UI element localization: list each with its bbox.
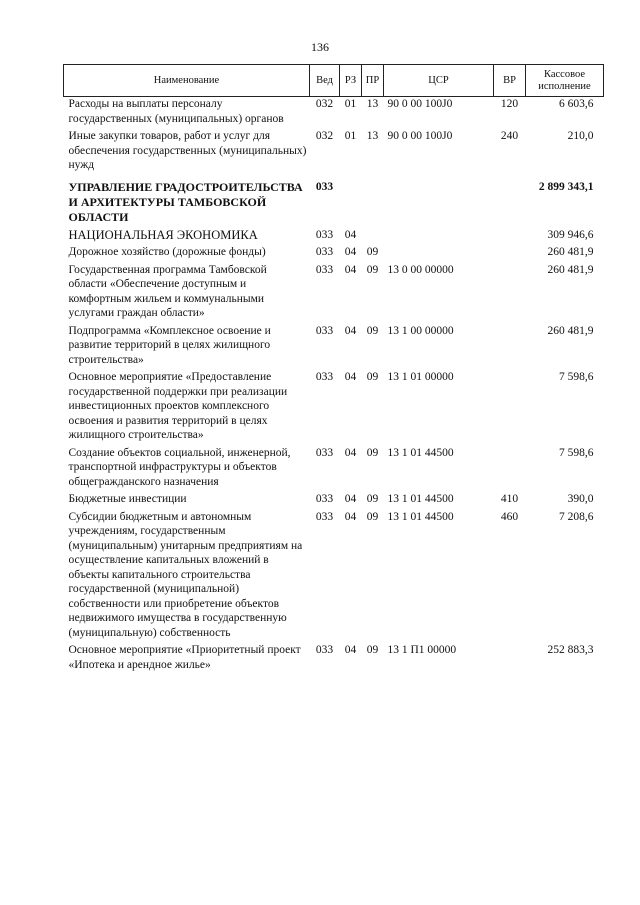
row-amount: 260 481,9 [547,263,594,276]
row-name: НАЦИОНАЛЬНАЯ ЭКОНОМИКА [68,227,258,242]
row-csr [384,245,494,263]
row-csr [384,176,494,228]
row-vr [494,370,526,446]
row-amount: 390,0 [567,493,594,505]
row-name: Иные закупки товаров, работ и услуг для обеспечения государственных (муниципальных) нужд [68,130,307,171]
row-vr [494,643,526,675]
table-row [64,245,604,263]
row-vr: 410 [500,493,519,505]
table-row [64,510,604,644]
row-rz: 04 [344,510,357,523]
table-row [64,370,604,446]
row-rz: 04 [344,324,357,337]
row-name: Субсидии бюджетным и автономным учреждениям, государственным (муниципальным) унитарным предприятиям на осуществление капитальных вложений в объекты капитального строительства государственной (муниципальной) собственности или приобретение объектов недвижимого имущества в государственную (муниципальную) собственность [68,510,303,639]
row-name: Дорожное хозяйство (дорожные фонды) [68,246,266,258]
row-name: Основное мероприятие «Предоставление государственной поддержки при реализации инвестиционных проектов комплексного освоения и развития территорий в целях жилищного строительства» [68,371,288,441]
row-amount: 260 481,9 [547,324,594,337]
row-vr [494,245,526,263]
table-row [64,446,604,493]
row-rz: 04 [344,246,357,258]
row-amount: 210,0 [567,130,594,142]
table-row [64,643,604,675]
row-vr [494,446,526,493]
row-ved: 033 [315,246,334,258]
row-name: Расходы на выплаты персоналу государственных (муниципальных) органов [68,98,284,125]
table-row [64,492,604,510]
row-amount: 252 883,3 [547,644,594,656]
row-csr: 13 0 00 00000 [387,263,454,276]
row-csr: 13 1 01 00000 [387,371,454,383]
row-vr [494,228,526,246]
row-ved: 033 [315,644,334,656]
row-vr [494,324,526,371]
row-amount: 260 481,9 [547,246,594,258]
row-vr [494,263,526,324]
row-pr: 09 [366,246,379,258]
row-rz: 04 [344,228,357,241]
row-amount: 309 946,6 [547,228,594,241]
header-rz: РЗ [340,65,362,97]
table-row [64,263,604,324]
row-ved: 033 [315,263,334,276]
row-rz: 04 [344,644,357,656]
header-name: Наименование [64,65,310,97]
header-vr: ВР [494,65,526,97]
row-pr: 09 [366,263,379,276]
row-pr [362,176,384,228]
row-csr: 13 1 01 44500 [387,510,454,523]
row-pr: 09 [366,371,379,383]
row-csr: 90 0 00 100J0 [387,130,453,142]
row-ved: 033 [315,371,334,383]
row-rz: 04 [344,493,357,505]
row-vr: 240 [500,130,519,142]
row-csr: 90 0 00 100J0 [387,98,453,110]
row-rz: 04 [344,263,357,276]
row-amount: 7 598,6 [559,446,594,459]
row-name: Бюджетные инвестиции [68,493,187,505]
row-amount: 2 899 343,1 [538,180,594,193]
row-ved: 033 [315,510,334,523]
header-ved: Вед [310,65,340,97]
row-vr [494,176,526,228]
section-heading-row [64,176,604,228]
row-vr: 460 [500,510,519,523]
row-pr: 13 [366,98,379,110]
row-vr: 120 [500,98,519,110]
row-amount: 7 208,6 [559,510,594,523]
row-name: Основное мероприятие «Приоритетный проект «Ипотека и арендное жилье» [68,644,301,671]
row-name: Государственная программа Тамбовской области «Обеспечение доступным и комфортным жильем и коммунальными услугами граждан области» [68,263,267,319]
row-pr: 09 [366,644,379,656]
row-rz: 01 [344,130,357,142]
row-pr: 09 [366,324,379,337]
row-ved: 033 [315,493,334,505]
section-title: УПРАВЛЕНИЕ ГРАДОСТРОИТЕЛЬСТВА И АРХИТЕКТУРЫ ТАМБОВСКОЙ ОБЛАСТИ [68,179,303,224]
row-pr: 13 [366,130,379,142]
table-row [64,129,604,176]
row-name: Создание объектов социальной, инженерной, транспортной инфраструктуры и объектов общегражданского назначения [68,446,291,488]
row-pr [362,228,384,246]
row-pr: 09 [366,493,379,505]
row-amount: 7 598,6 [559,371,594,383]
row-rz: 04 [344,446,357,459]
row-csr: 13 1 01 44500 [387,446,454,459]
table-header-row [64,65,604,97]
header-csr: ЦСР [384,65,494,97]
table-row [64,97,604,130]
row-ved: 033 [315,180,334,193]
row-ved: 033 [315,324,334,337]
row-ved: 032 [315,98,334,110]
header-pr: ПР [362,65,384,97]
table-row [64,228,604,246]
row-rz: 01 [344,98,357,110]
page-number: 136 [311,40,329,54]
row-name: Подпрограмма «Комплексное освоение и развитие территорий в целях жилищного строительства» [68,324,271,366]
row-rz [340,176,362,228]
row-ved: 032 [315,130,334,142]
row-amount: 6 603,6 [559,98,594,110]
header-amount: Кассовое исполнение [526,65,604,97]
row-ved: 033 [315,228,334,241]
row-pr: 09 [366,510,379,523]
budget-execution-table [63,64,604,675]
row-csr: 13 1 01 44500 [387,493,454,505]
row-pr: 09 [366,446,379,459]
row-csr [384,228,494,246]
row-csr: 13 1 П1 00000 [387,644,457,656]
row-ved: 033 [315,446,334,459]
row-csr: 13 1 00 00000 [387,324,454,337]
row-rz: 04 [344,371,357,383]
table-row [64,324,604,371]
